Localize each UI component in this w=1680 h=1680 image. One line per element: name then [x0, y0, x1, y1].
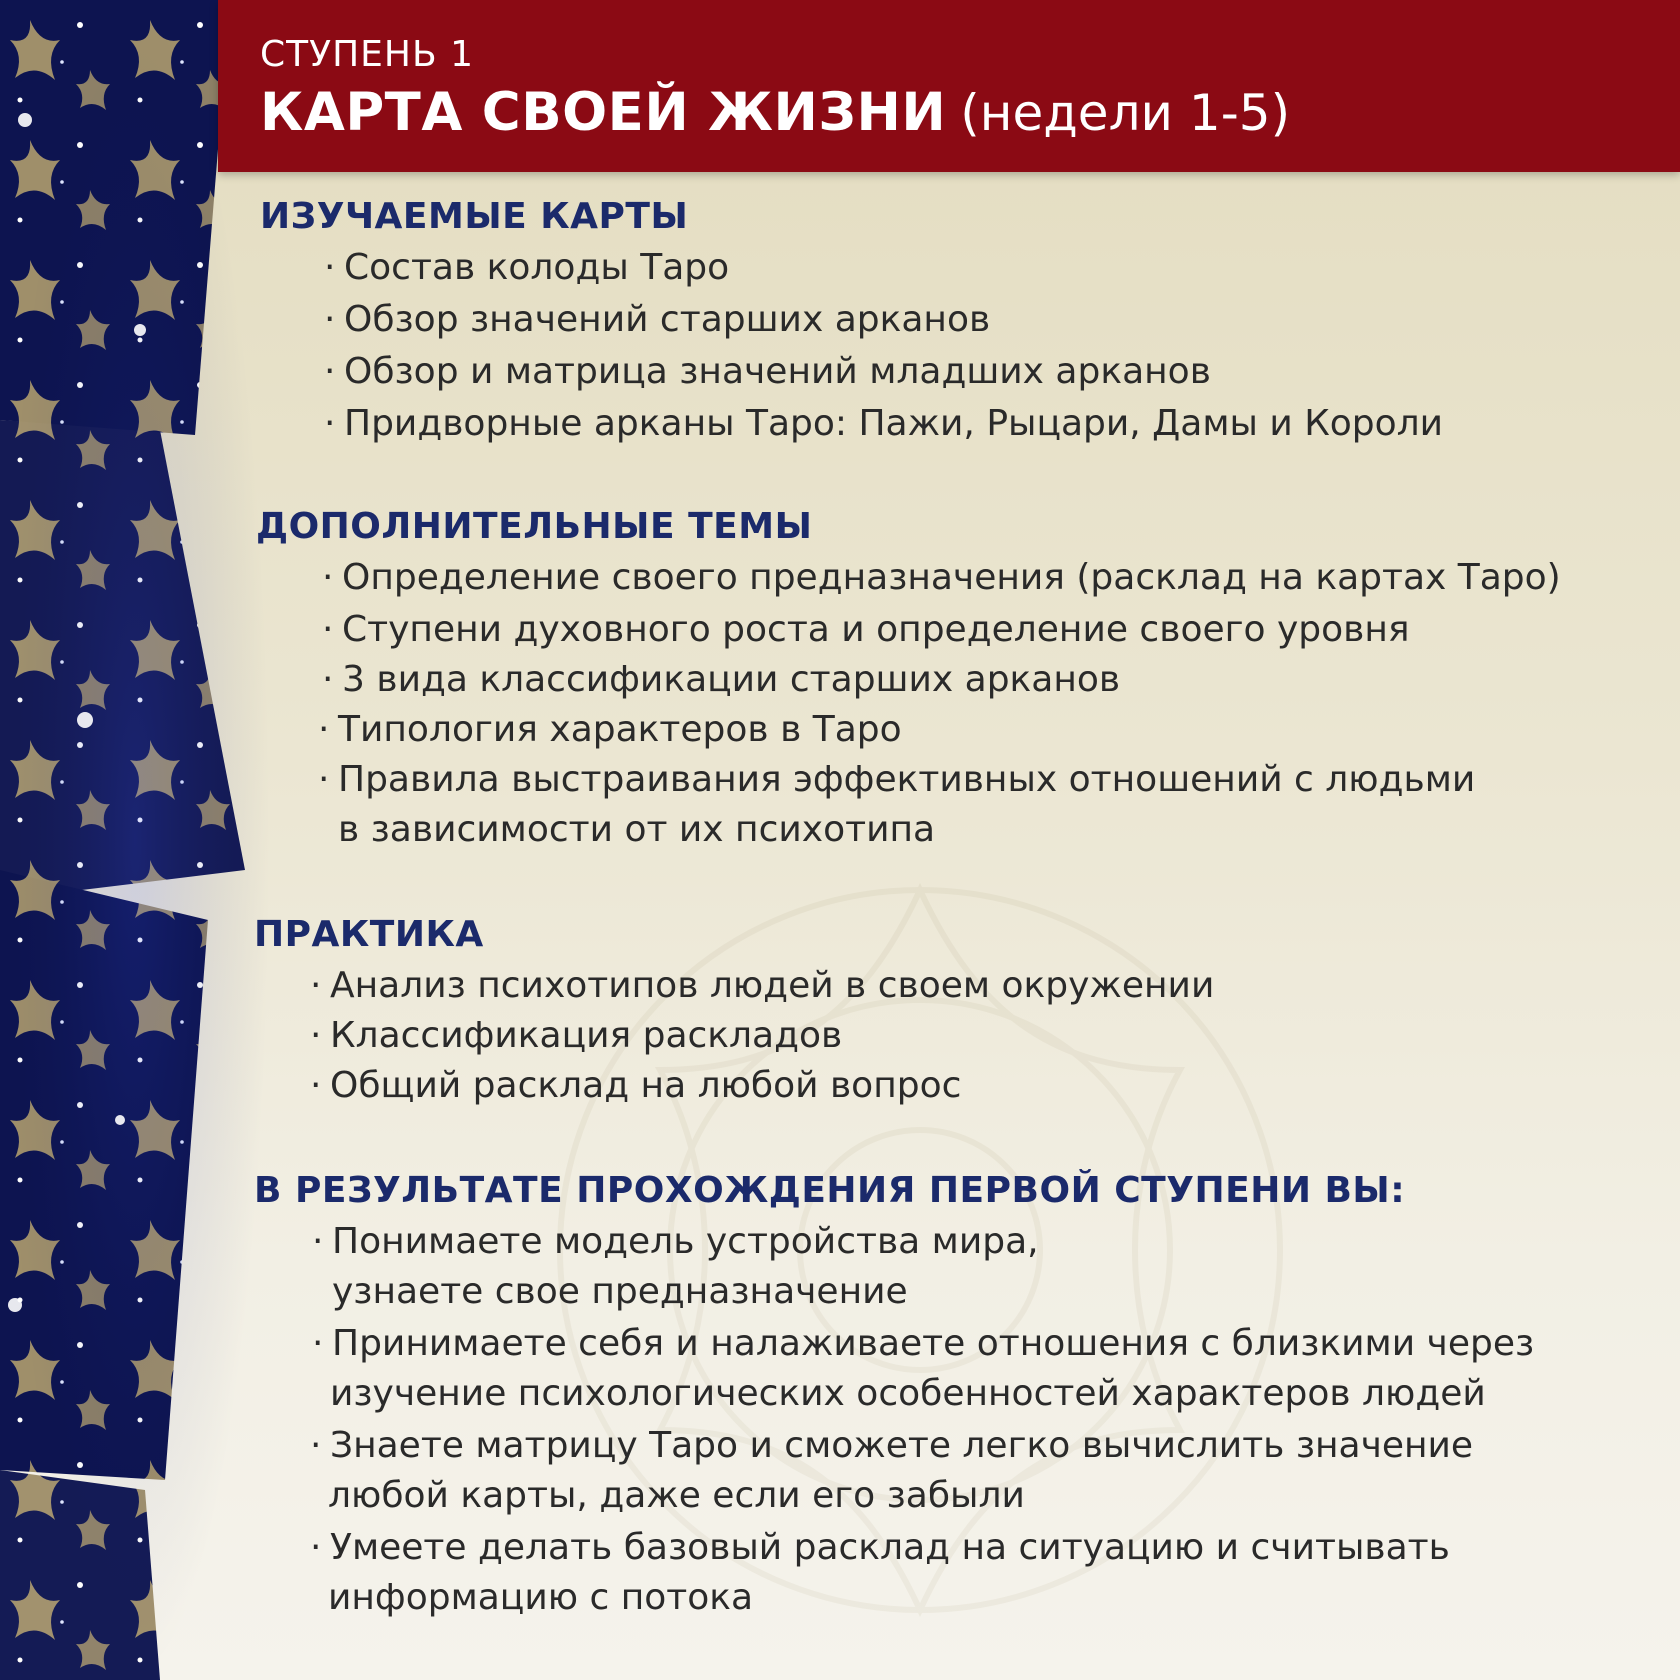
list-item-continuation: узнаете свое предназначение: [332, 1271, 908, 1312]
title-main: КАРТА СВОЕЙ ЖИЗНИ: [260, 82, 947, 143]
list-item: · Состав колоды Таро: [324, 247, 730, 288]
section-title-practice: ПРАКТИКА: [254, 914, 484, 955]
title-weeks: (недели 1-5): [960, 84, 1291, 142]
list-item-continuation: в зависимости от их психотипа: [338, 809, 936, 850]
list-item: · Обзор значений старших арканов: [324, 299, 991, 340]
list-item: · Придворные арканы Таро: Пажи, Рыцари, Дамы и Короли: [324, 403, 1444, 444]
list-item-continuation: изучение психологических особенностей характеров людей: [330, 1373, 1486, 1414]
list-item: · Правила выстраивания эффективных отношений с людьми: [318, 759, 1476, 800]
step-label: СТУПЕНЬ 1: [260, 34, 474, 75]
list-item-continuation: информацию с потока: [328, 1577, 754, 1618]
list-item: · 3 вида классификации старших арканов: [322, 659, 1121, 700]
header-banner: [218, 0, 1680, 172]
list-item: · Типология характеров в Таро: [318, 709, 902, 750]
list-item-continuation: любой карты, даже если его забыли: [328, 1475, 1025, 1516]
page-title: [260, 82, 1290, 143]
list-item: · Принимаете себя и налаживаете отношения с близкими через: [312, 1323, 1535, 1364]
list-item: · Ступени духовного роста и определение своего уровня: [322, 609, 1410, 650]
section-title-results: В РЕЗУЛЬТАТЕ ПРОХОЖДЕНИЯ ПЕРВОЙ СТУПЕНИ ВЫ:: [254, 1170, 1406, 1211]
list-item: · Определение своего предназначения (расклад на картах Таро): [322, 557, 1561, 598]
tarot-card-backs: [0, 0, 270, 1680]
list-item: · Анализ психотипов людей в своем окружении: [310, 965, 1215, 1006]
list-item: · Классификация раскладов: [310, 1015, 843, 1056]
list-item: · Понимаете модель устройства мира,: [312, 1221, 1039, 1262]
section-title-studied-cards: ИЗУЧАЕМЫЕ КАРТЫ: [260, 196, 689, 237]
list-item: · Обзор и матрица значений младших арканов: [324, 351, 1211, 392]
list-item: · Знаете матрицу Таро и сможете легко вычислить значение: [310, 1425, 1474, 1466]
list-item: · Умеете делать базовый расклад на ситуацию и считывать: [310, 1527, 1450, 1568]
list-item: · Общий расклад на любой вопрос: [310, 1065, 962, 1106]
section-title-additional-topics: ДОПОЛНИТЕЛЬНЫЕ ТЕМЫ: [256, 506, 813, 547]
